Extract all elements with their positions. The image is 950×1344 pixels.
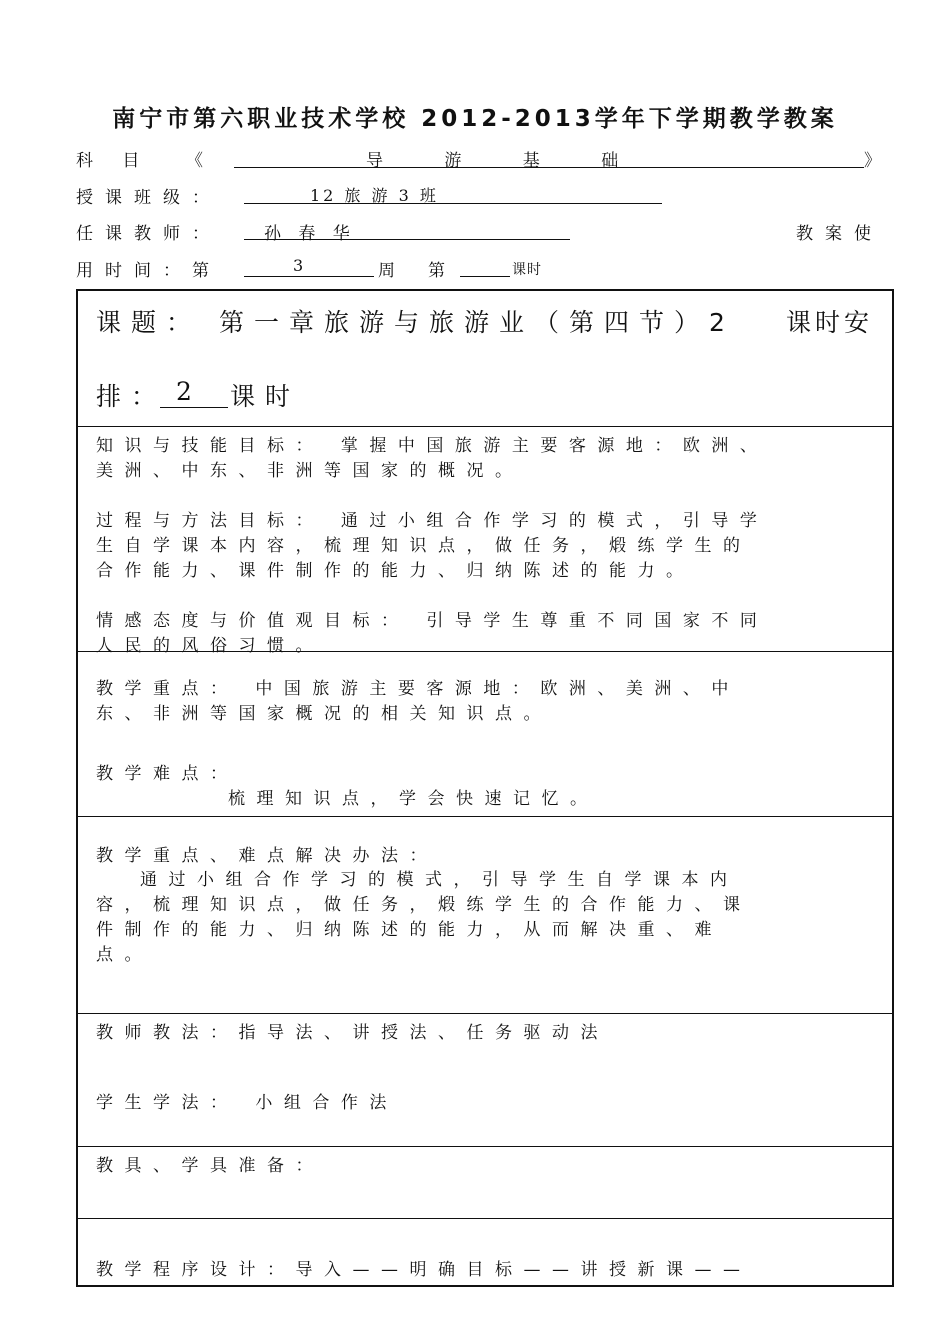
period-underline	[460, 276, 510, 277]
goal-line: 情感态度与价值观目标： 引导学生尊重不同国家不同	[96, 611, 769, 631]
solution-line: 容，梳理知识点，做任务，煅练学生的合作能力、课	[96, 895, 752, 915]
lesson-plan-table	[76, 289, 894, 1287]
topic-hours-unit: 课时	[230, 382, 301, 411]
key-points-section	[78, 651, 892, 809]
key-point-line: 东、非洲等国家概况的相关知识点。	[96, 704, 552, 724]
week-underline	[244, 276, 374, 277]
subject-underline	[234, 167, 864, 168]
solution-section	[78, 816, 892, 965]
teacher-underline	[244, 239, 570, 240]
topic-hours: 2	[176, 377, 192, 406]
goal-line: 美洲、中东、非洲等国家的概况。	[96, 461, 524, 481]
document-title: 南宁市第六职业技术学校 2012-2013学年下学期教学教案	[112, 106, 838, 132]
teacher-label: 任课教师：	[76, 224, 221, 244]
subject-close-bracket: 》	[864, 151, 893, 171]
goal-line: 人民的风俗习惯。	[96, 636, 324, 656]
methods-section	[78, 1013, 892, 1113]
tools-label: 教具、学具准备：	[96, 1156, 324, 1176]
week-value: 3	[293, 256, 304, 275]
solution-label: 教学重点、难点解决办法：	[96, 846, 438, 866]
topic-arrangement-label: 排：	[96, 382, 167, 411]
subject-value: 导 游 基 础	[366, 151, 647, 171]
class-underline	[244, 203, 662, 204]
goal-line: 过程与方法目标： 通过小组合作学习的模式，引导学	[96, 511, 769, 531]
teaching-method: 教师教法：指导法、讲授法、任务驱动法	[96, 1023, 609, 1043]
class-value: 12 旅 游 3 班	[310, 186, 439, 205]
solution-line: 通过小组合作学习的模式，引导学生自学课本内	[140, 870, 739, 890]
goal-line: 合作能力、课件制作的能力、归纳陈述的能力。	[96, 561, 695, 581]
topic-line: 课题： 第一章旅游与旅游业（第四节）2	[96, 308, 735, 337]
subject-open-bracket: 《	[186, 151, 215, 171]
week-unit: 周	[378, 261, 407, 281]
learning-method: 学生学法： 小组合作法	[96, 1093, 398, 1113]
usage-label-a: 教案使	[796, 224, 883, 244]
topic-hours-underline	[160, 407, 228, 408]
topic-line-end: 课时安	[786, 308, 874, 337]
period-unit: 课时	[512, 262, 542, 278]
difficulty-text: 梳理知识点，学会快速记忆。	[228, 789, 599, 809]
solution-line: 点。	[96, 945, 153, 965]
procedure-section	[78, 1218, 892, 1280]
goal-line: 生自学课本内容，梳理知识点，做任务，煅练学生的	[96, 536, 752, 556]
difficulty-label: 教学难点：	[96, 764, 239, 784]
usage-label-b: 用时间：第	[76, 261, 221, 281]
teacher-value: 孙 春 华	[264, 224, 356, 244]
goals-section	[78, 426, 892, 656]
solution-line: 件制作的能力、归纳陈述的能力，从而解决重、难	[96, 920, 723, 940]
tools-section	[78, 1146, 892, 1176]
key-point-line: 教学重点： 中国旅游主要客源地：欧洲、美洲、中	[96, 679, 740, 699]
subject-label: 科 目	[76, 151, 152, 171]
period-prefix: 第	[428, 261, 457, 281]
goal-line: 知识与技能目标： 掌握中国旅游主要客源地：欧洲、	[96, 436, 769, 456]
class-label: 授课班级：	[76, 188, 221, 208]
procedure-line: 教学程序设计：导入——明确目标——讲授新课——	[96, 1260, 752, 1280]
